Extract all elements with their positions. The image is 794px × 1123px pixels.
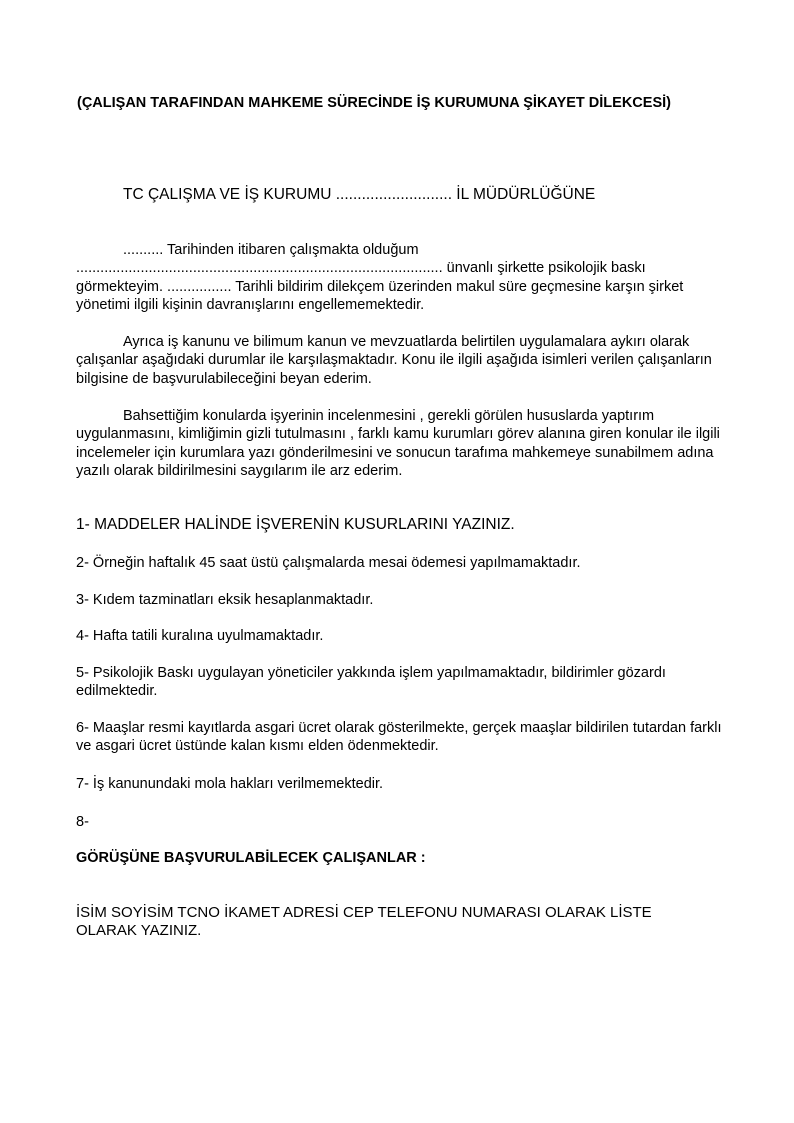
closing-instruction: İSİM SOYİSİM TCNO İKAMET ADRESİ CEP TELEFONU NUMARASI OLARAK LİSTE OLARAK YAZINIZ. <box>76 904 652 940</box>
list-item: 1- MADDELER HALİNDE İŞVERENİN KUSURLARINI YAZINIZ. <box>76 516 515 533</box>
list-item: 6- Maaşlar resmi kayıtlarda asgari ücret olarak gösterilmekte, gerçek maaşlar bildirilen tutardan farklı ve asgari ücret üstünde kalan kısmı elden ödenmektedir. <box>76 720 722 755</box>
addressee-heading: TC ÇALIŞMA VE İŞ KURUMU ........................... İL MÜDÜRLÜĞÜNE <box>123 186 596 203</box>
list-item: 7- İş kanunundaki mola hakları verilmemektedir. <box>76 776 384 792</box>
list-item: 8- <box>76 814 89 830</box>
list-item: 4- Hafta tatili kuralına uyulmamaktadır. <box>76 628 324 644</box>
document-title: (ÇALIŞAN TARAFINDAN MAHKEME SÜRECİNDE İŞ KURUMUNA ŞİKAYET DİLEKCESİ) <box>77 95 671 111</box>
paragraph-violations-text: Ayrıca iş kanunu ve bilimum kanun ve mevzuatlarda belirtilen uygulamalara aykırı olarak çalışanlar aşağıdaki durumlar ile karşılaşmaktadır. Konu ile ilgili aşağıda isimleri verilen çalışanların bilgisine de başvurulabileceğini beyan ederim. <box>76 334 712 387</box>
paragraph-intro <box>76 241 736 314</box>
list-item: 3- Kıdem tazminatları eksik hesaplanmaktadır. <box>76 592 374 608</box>
list-item: 2- Örneğin haftalık 45 saat üstü çalışmalarda mesai ödemesi yapılmamaktadır. <box>76 555 581 571</box>
paragraph-request-text: Bahsettiğim konularda işyerinin incelenmesini , gerekli görülen hususlarda yaptırım uygulanmasını, kimliğimin gizli tutulmasını , farklı kamu kurumları görev alanına giren konular ile ilgili incelemeler için kurumlara yazı gönderilmesini ve sonucun tarafıma mahkemeye sunabilmem adına yazılı olarak bildirilmesini saygılarım ile arz ederim. <box>76 408 720 479</box>
paragraph-request <box>76 407 736 480</box>
witnesses-heading: GÖRÜŞÜNE BAŞVURULABİLECEK ÇALIŞANLAR : <box>76 850 426 866</box>
list-item: 5- Psikolojik Baskı uygulayan yöneticiler yakkında işlem yapılmamaktadır, bildirimler gözardı edilmektedir. <box>76 665 666 700</box>
paragraph-intro-text: .......... Tarihinden itibaren çalışmakta olduğum ........................................................................................... ünvanlı şirkette psikolojik baskı görmekteyim. ................ Tarihli bildirim dilekçem üzerinden makul süre geçmesine karşın şirket yönetimi ilgili kişinin davranışlarını engellememektedir. <box>76 242 684 313</box>
paragraph-violations <box>76 333 736 388</box>
